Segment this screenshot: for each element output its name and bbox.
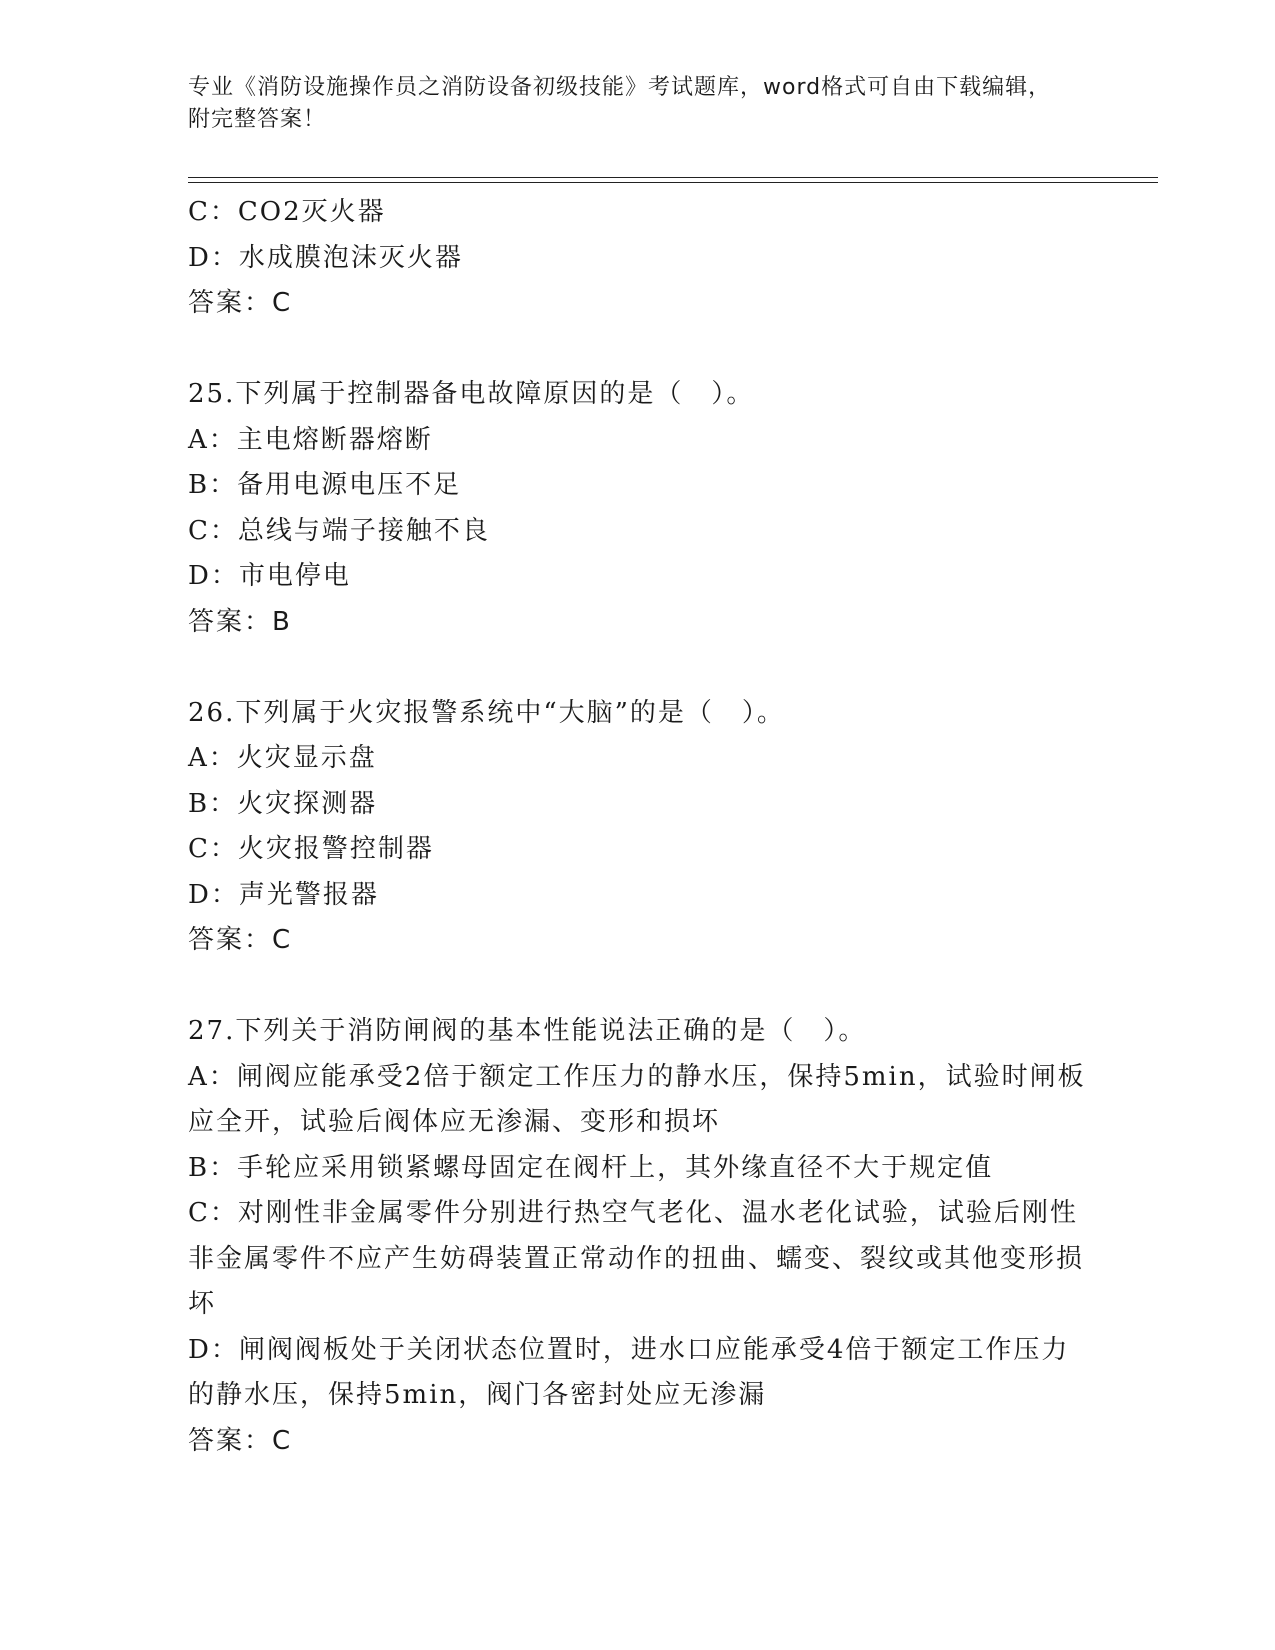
question-block-26 [188,691,1088,964]
continued-answer: 答案：C [188,288,293,318]
option-c: C：对刚性非金属零件分别进行热空气老化、温水老化试验，试验后刚性非金属零件不应产生妨碍装置正常动作的扭曲、蠕变、裂纹或其他变形损坏 [188,1198,1085,1319]
option-c: C：总线与端子接触不良 [188,515,490,546]
option-b: B：手轮应采用锁紧螺母固定在阀杆上，其外缘直径不大于规定值 [188,1152,994,1183]
page-header: 专业《消防设施操作员之消防设备初级技能》考试题库，word格式可自由下载编辑，附完整答案！ [188,75,1052,132]
question-text: 25.下列属于控制器备电故障原因的是（ ）。 [188,379,755,409]
answer: 答案：C [188,1425,293,1456]
option-c: C：火灾报警控制器 [188,834,434,864]
question-text: 27.下列关于消防闸阀的基本性能说法正确的是（ ）。 [188,1016,867,1046]
option-d: D：声光警报器 [188,879,379,910]
option-a: A：主电熔断器熔断 [188,424,433,455]
option-b: B：火灾探测器 [188,788,378,819]
question-content [188,190,1088,1464]
continued-option-d: D：水成膜泡沫灭火器 [188,242,463,273]
spacer [188,327,1088,373]
option-a: A：火灾显示盘 [188,743,377,773]
continued-option-c: C：CO2灭火器 [188,197,386,227]
header-rule-top [188,177,1158,178]
question-block-27 [188,1009,1088,1464]
question-text: 26.下列属于火灾报警系统中“大脑”的是（ ）。 [188,697,785,728]
option-d: D：市电停电 [188,561,351,591]
answer: 答案：C [188,925,293,955]
spacer [188,645,1088,691]
option-a: A：闸阀应能承受2倍于额定工作压力的静水压，保持5min，试验时闸板应全开，试验后阀体应无渗漏、变形和损坏 [188,1061,1086,1137]
option-d: D：闸阀阀板处于关闭状态位置时，进水口应能承受4倍于额定工作压力的静水压，保持5min，阀门各密封处应无渗漏 [188,1334,1070,1410]
option-b: B：备用电源电压不足 [188,470,462,500]
spacer [188,964,1088,1010]
header-rule-bottom [188,182,1158,183]
question-block-25 [188,372,1088,645]
answer: 答案：B [188,606,292,637]
